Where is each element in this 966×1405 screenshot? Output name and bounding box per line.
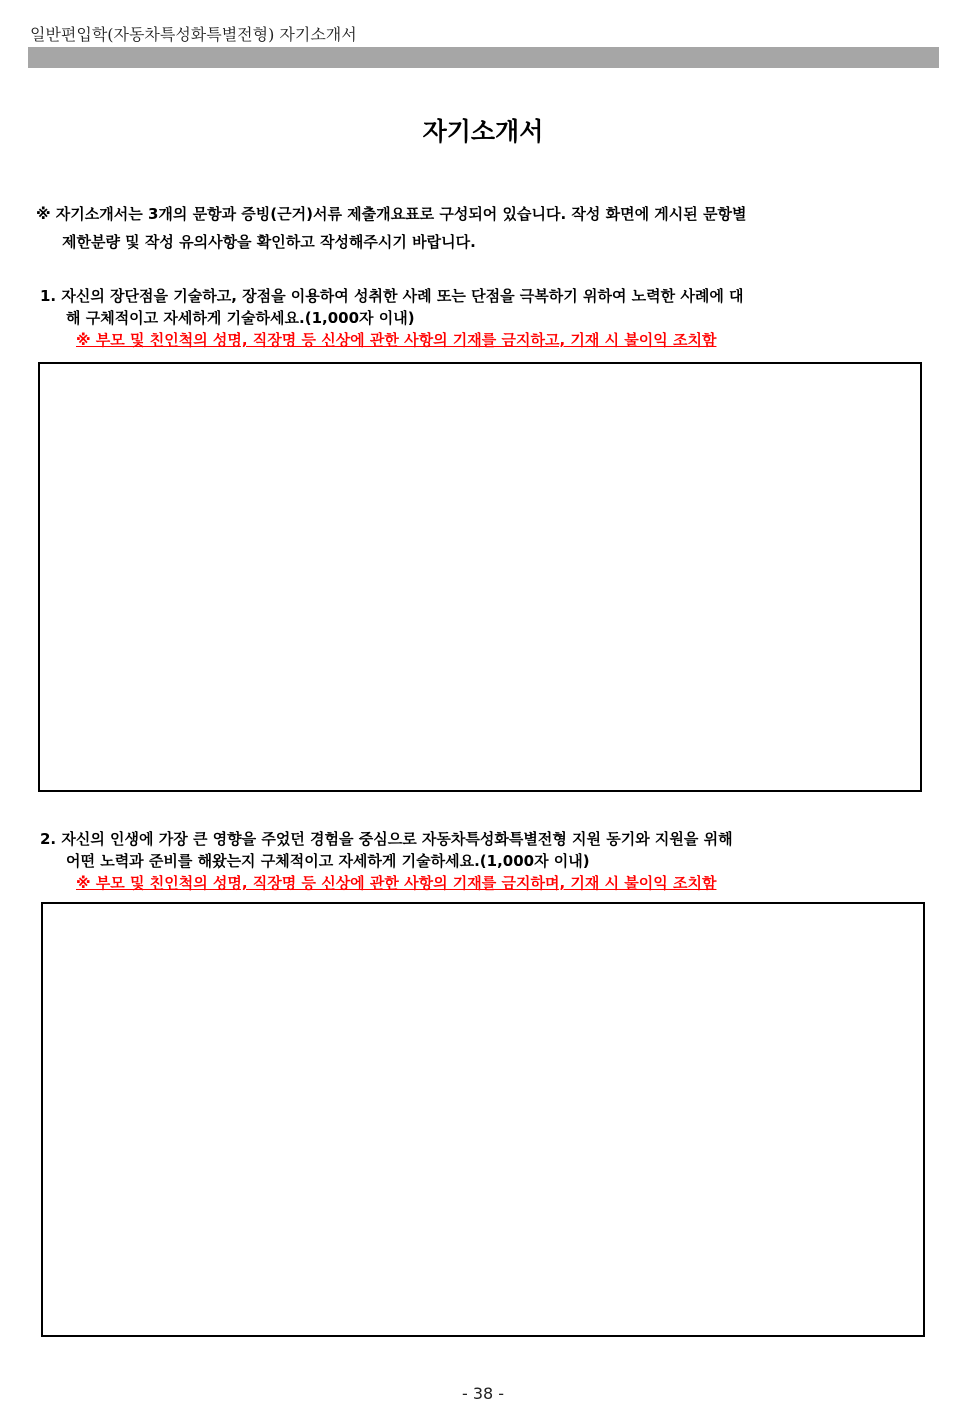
- running-header: 일반편입학(자동차특성화특별전형) 자기소개서: [30, 25, 357, 44]
- question-1: [40, 285, 928, 351]
- notice-line: ※ 자기소개서는 3개의 문항과 증빙(근거)서류 제출개요표로 구성되어 있습니다. 작성 화면에 게시된 문항별: [36, 205, 747, 223]
- answer-box-2[interactable]: [41, 902, 925, 1337]
- question-2-warning: ※ 부모 및 친인척의 성명, 직장명 등 신상에 관한 사항의 기재를 금지하며, 기재 시 불이익 조치함: [76, 874, 717, 892]
- instructions-notice: [36, 200, 924, 256]
- answer-box-1[interactable]: [38, 362, 922, 792]
- question-1-text-cont: 해 구체적이고 자세하게 기술하세요.(1,000자 이내): [66, 309, 415, 327]
- page-number: - 38 -: [461, 1384, 505, 1403]
- question-2-text-cont: 어떤 노력과 준비를 해왔는지 구체적이고 자세하게 기술하세요.(1,000자 이내): [66, 852, 590, 870]
- notice-line: 제한분량 및 작성 유의사항을 확인하고 작성해주시기 바랍니다.: [62, 233, 476, 251]
- question-1-warning: ※ 부모 및 친인척의 성명, 직장명 등 신상에 관한 사항의 기재를 금지하고, 기재 시 불이익 조치함: [76, 331, 717, 349]
- question-2: [40, 828, 928, 894]
- question-1-text: 1. 자신의 장단점을 기술하고, 장점을 이용하여 성취한 사례 또는 단점을 극복하기 위하여 노력한 사례에 대: [40, 287, 744, 305]
- header-bar: [28, 47, 939, 68]
- question-2-text: 2. 자신의 인생에 가장 큰 영향을 주었던 경험을 중심으로 자동차특성화특별전형 지원 동기와 지원을 위해: [40, 830, 733, 848]
- document-title: 자기소개서: [422, 117, 544, 146]
